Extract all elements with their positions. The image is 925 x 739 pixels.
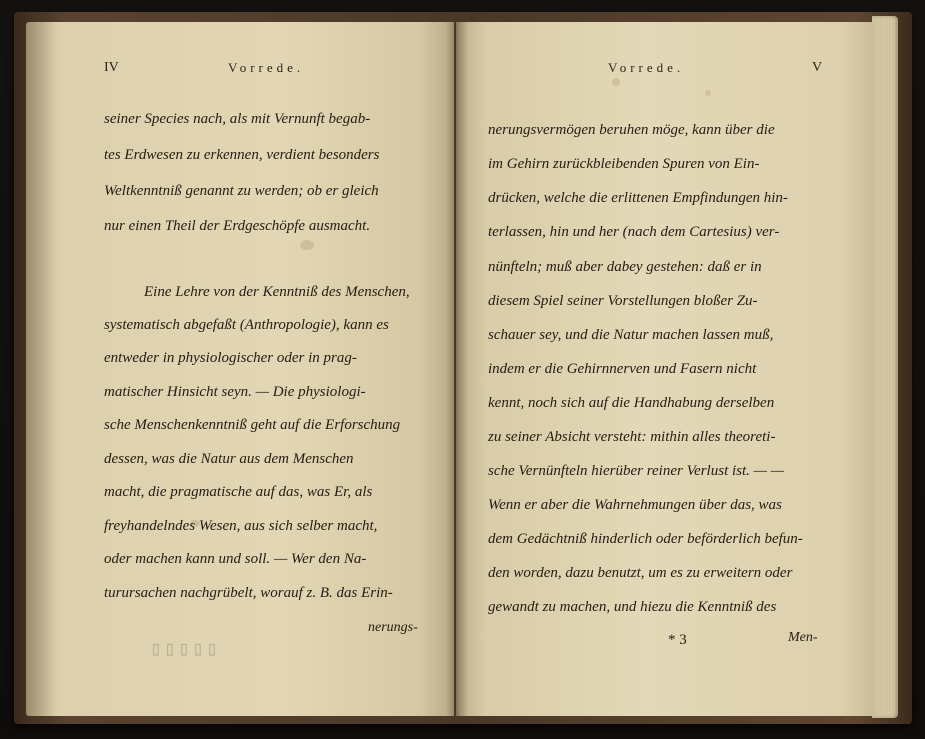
- signature-mark: * 3: [668, 632, 687, 648]
- left-line: freyhandelndes Wesen, aus sich selber macht,: [104, 518, 378, 534]
- right-line: sche Vernünfteln hierüber reiner Verlust ist. — —: [488, 463, 785, 479]
- foxing-spot: [300, 240, 314, 250]
- left-catchword: nerungs-: [368, 620, 418, 635]
- right-line: zu seiner Absicht versteht: mithin alles theoreti-: [488, 429, 776, 445]
- right-line: nerungsvermögen beruhen möge, kann über die: [488, 122, 775, 138]
- left-line: systematisch abgefaßt (Anthropologie), kann es: [104, 317, 389, 333]
- left-line: turursachen nachgrübelt, worauf z. B. das Erin-: [104, 585, 393, 601]
- right-line: nünfteln; muß aber dabey gestehen: daß er in: [488, 259, 762, 275]
- left-edge-shadow: [26, 22, 56, 716]
- right-line: Wenn er aber die Wahrnehmungen über das, was: [488, 497, 782, 513]
- right-line: indem er die Gehirnnerven und Fasern nicht: [488, 361, 757, 377]
- left-line: oder machen kann und soll. — Wer den Na-: [104, 551, 367, 567]
- left-line: macht, die pragmatische auf das, was Er, als: [104, 484, 373, 500]
- right-line: drücken, welche die erlittenen Empfindungen hin-: [488, 190, 788, 206]
- faded-stamp-mark: ▯▯▯▯▯: [150, 636, 221, 660]
- left-running-head: Vorrede.: [228, 60, 305, 75]
- left-line: Weltkenntniß genannt zu werden; ob er gleich: [104, 183, 379, 199]
- right-line: kennt, noch sich auf die Handhabung derselben: [488, 395, 775, 411]
- right-running-head: Vorrede.: [608, 60, 685, 75]
- right-line: den worden, dazu benutzt, um es zu erweitern oder: [488, 565, 793, 581]
- right-line: diesem Spiel seiner Vorstellungen bloßer Zu-: [488, 293, 758, 309]
- right-catchword: Men-: [788, 630, 818, 645]
- right-line: dem Gedächtniß hinderlich oder beförderlich befun-: [488, 531, 803, 547]
- left-folio: IV: [104, 60, 119, 75]
- right-folio: V: [812, 60, 823, 75]
- right-line: schauer sey, und die Natur machen lassen muß,: [488, 327, 774, 343]
- right-line: im Gehirn zurückbleibenden Spuren von Ein-: [488, 156, 760, 172]
- foxing-spot: [705, 90, 711, 96]
- left-line: Eine Lehre von der Kenntniß des Menschen,: [144, 284, 410, 300]
- left-line: entweder in physiologischer oder in prag-: [104, 350, 357, 366]
- left-line: seiner Species nach, als mit Vernunft begab-: [104, 111, 371, 127]
- left-line: dessen, was die Natur aus dem Menschen: [104, 451, 354, 467]
- foxing-spot: [612, 78, 620, 86]
- left-line: tes Erdwesen zu erkennen, verdient besonders: [104, 147, 380, 163]
- left-line: nur einen Theil der Erdgeschöpfe ausmacht.: [104, 218, 371, 234]
- page-edges: [872, 16, 898, 718]
- left-line: sche Menschenkenntniß geht auf die Erforschung: [104, 417, 401, 433]
- right-line: terlassen, hin und her (nach dem Cartesius) ver-: [488, 224, 780, 240]
- left-line: matischer Hinsicht seyn. — Die physiologi-: [104, 384, 366, 400]
- right-line: gewandt zu machen, und hiezu die Kenntniß des: [488, 599, 777, 615]
